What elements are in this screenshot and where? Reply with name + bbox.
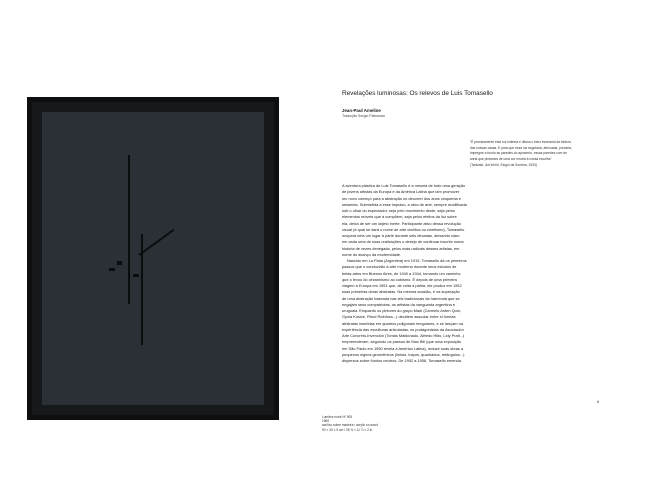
body-line: em São Paulo em 1950 revela à América Latina), reduzir suas obras a <box>342 345 464 351</box>
epigraph-line: das nossas casas. E para que essa luz esgotada, atenuada, precária, <box>470 145 572 150</box>
body-line: de uma abstração baseada nas leis tradicionais da harmonia que se <box>342 295 460 301</box>
caption-line: 90 × 30 × 5 cm / 35 ⅜ × 11 ⅞ × 2 in <box>322 427 373 432</box>
relief-block-left <box>109 268 115 271</box>
author-name: Jean-Paul Ameline <box>342 108 381 113</box>
body-line: dispersos sobre fundos neutros. De 1952 a 1956, Tomasello emenda <box>342 358 461 363</box>
body-line: A aventura plástica de Luis Tomasello é a mesma de todo uma geração <box>342 183 466 188</box>
caption-line: acrílico sobre madeira / acrylic on wood <box>322 423 378 428</box>
essay-title: Revelações luminosas: Os relevos de Luis Tomasello <box>342 90 493 97</box>
body-line: visual (à qual se dará o nome de arte cinética ou cinetismo), Tomasello <box>342 226 465 232</box>
essay-body <box>342 183 600 364</box>
page-number: 8 <box>597 400 599 404</box>
epigraph-line: areia que pintamos de uma cor neutra à nossa escolha" <box>470 157 552 162</box>
body-line: suas primeiras obras abstratas. Na mesma ocasião, é na superação <box>342 289 460 295</box>
body-line: abstratas inseridas em quadros poligonais irregulares, e se lançam na <box>342 320 463 326</box>
body-line: um novo começo para a abstração no decorrer dos anos cinquenta e <box>342 195 461 201</box>
epigraph-line: impregne a fundo as paredes do aposento, essas paredes com de <box>470 151 567 156</box>
body-line: sob o olhar do espectador, seja pelo movimento deste, seja pelos <box>342 208 455 213</box>
body-line: de jovens artistas da Europa e da América Latina que iam promover <box>342 189 460 195</box>
body-line: em cada uma de suas realizações o desejo de continuar inscrito numa <box>342 239 464 245</box>
body-line: viagem à Europa em 1951 que, de volta à pátria, ele produz em 1952 <box>342 283 462 288</box>
body-line: uruguaia. Enquanto os pintores do grupo Madí (Carmelo Arden Quin, <box>342 308 461 313</box>
translator-credit: Tradução Sergio Flaksman <box>342 114 386 118</box>
body-line: sessenta. Submetida a esse impulso, a obra de arte, sempre modificada <box>342 201 467 207</box>
epigraph-source: (Tanizaki, Jun'ichirō, Elogio da Sombra, 1933) <box>470 162 537 167</box>
artwork-caption <box>322 415 378 432</box>
body-line: elementos móveis que a compõem, seja pelos efeitos da luz sobre <box>342 214 457 220</box>
body-line: nome do avanço da modernidade. <box>342 251 402 257</box>
body-line: empreenderam, seguindo os passos de Max Bill (que uma exposição <box>342 339 462 345</box>
artwork-surface <box>42 112 264 405</box>
relief-block-upper <box>117 261 122 265</box>
body-line: que o levou do cézannismo ao cubismo. É depois de uma primeira <box>342 276 457 282</box>
epigraph <box>470 140 600 169</box>
caption-line: Lumière noire Nº 905 <box>322 415 353 419</box>
body-line: experiência das esculturas articuladas, os protagonistas da Asociación <box>342 326 464 332</box>
relief-line-vertical-long <box>128 155 130 304</box>
relief-block-right <box>133 274 139 277</box>
body-line: Arte Concreto-Invención (Tomás Maldonado, Alfredo Hlito, Lidy Prati...) <box>342 333 465 338</box>
body-line: Nascido em La Plata (Argentina) em 1915, Tomasello dá os primeiros <box>347 258 467 263</box>
body-line: ela, deixa de ser um objeto inerte. Participante ativo dessa revolução <box>342 220 461 226</box>
body-line: engajam seus compatriotas, os artistas da vanguarda argentina e <box>342 301 455 307</box>
body-line: ocupará nela um lugar à parte durante seis décadas, deixando claro <box>342 233 460 238</box>
relief-line-diagonal <box>138 229 174 256</box>
body-line: pequenos signos geométricos (linhas, traços, quadrados, retângulos...) <box>342 351 465 357</box>
body-line: passos que o conduzirão à arte moderna durante seus estudos de <box>342 264 457 270</box>
body-line: belas-artes em Buenos Aires, de 1940 a 1944, tomando um caminho <box>342 270 461 276</box>
body-line: Gyula Kosice, Rhod Rothfuss...) decidem associar entre si formas <box>342 314 456 320</box>
artwork-photo <box>27 97 279 420</box>
body-line: história de vezes denegada, pelos mais radicais desses artistas, em <box>342 245 460 251</box>
epigraph-line: "É precisamente esta luz indireta e difusa o fator essencial da beleza <box>470 140 571 144</box>
caption-line: 1960 <box>322 419 330 424</box>
